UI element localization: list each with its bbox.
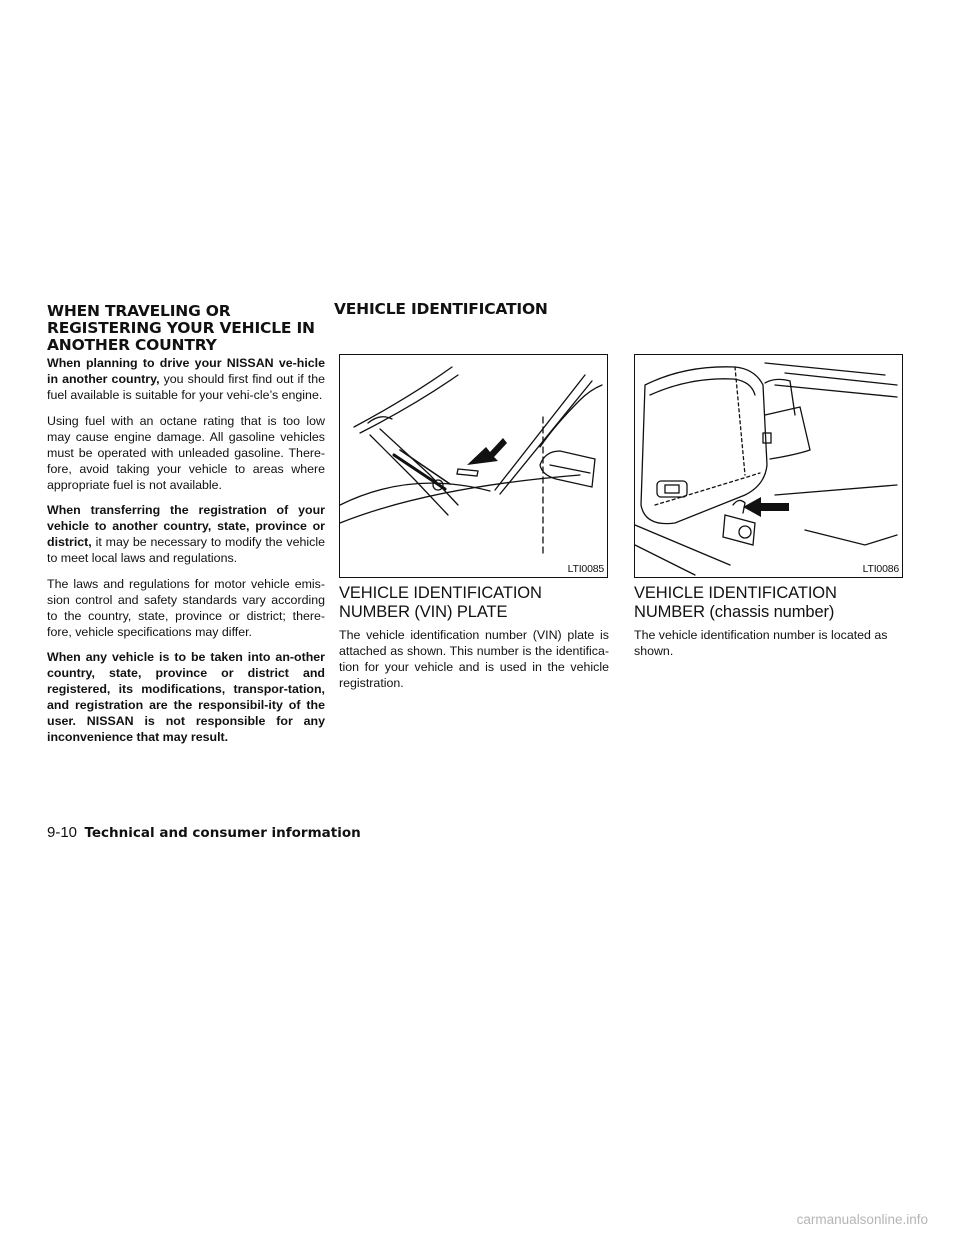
paragraph-responsibility: When any vehicle is to be taken into an-other country, state, province or district and registered, its modifications, transpor-tation, and registration are the responsibil-ity of the user. NISSAN is not responsible for any inconvenience that may result. [47,650,325,744]
chassis-number-heading: VEHICLE IDENTIFICATION NUMBER (chassis number) [634,584,837,621]
figure-code: LTI0086 [862,563,899,575]
paragraph-registration-lead: When transferring the registration of your vehicle to another country, state, province or district, [47,503,325,549]
paragraph-registration-rest: it may be necessary to modify the vehicle to meet local laws and regulations. [47,535,325,565]
paragraph-fuel-rest: you should first find out if the fuel available is suitable for your vehi-cle’s engine. [47,372,326,402]
arrow-icon [743,497,789,517]
paragraph-fuel [47,355,325,403]
left-column-body [47,355,325,755]
vin-plate-heading: VEHICLE IDENTIFICATION NUMBER (VIN) PLATE [339,584,542,621]
chassis-number-body [634,627,904,669]
vin-plate-body [339,627,609,701]
arrow-icon [467,438,507,465]
figure-code: LTI0085 [567,563,604,575]
chassis-number-text: The vehicle identification number is located as shown. [634,628,888,658]
figure-vin-plate [339,354,608,578]
page-number: 9-10 [47,824,78,841]
seat-floor-illustration [635,355,902,577]
vehicle-identification-heading: VEHICLE IDENTIFICATION [334,300,548,318]
watermark: carmanualsonline.info [796,1212,928,1227]
page-footer [47,824,361,842]
windshield-illustration [340,355,607,577]
paragraph-laws: The laws and regulations for motor vehicle emis-sion control and safety standards vary according to the country, state, province or district; there-fore, vehicle specifications may differ. [47,576,325,639]
left-section-heading: WHEN TRAVELING OR REGISTERING YOUR VEHICLE IN ANOTHER COUNTRY [47,302,315,354]
paragraph-octane: Using fuel with an octane rating that is too low may cause engine damage. All gasoline vehicles must be operated with unleaded gasoline. There-fore, avoid taking your vehicle to areas where appropriate fuel is not available. [47,413,325,492]
paragraph-fuel-lead: When planning to drive your NISSAN ve-hicle in another country, [47,356,325,386]
vin-plate-text: The vehicle identification number (VIN) plate is attached as shown. This number is the identifica-tion for your vehicle and is used in the vehicle registration. [339,628,609,690]
paragraph-registration [47,502,325,566]
chapter-title: Technical and consumer information [84,825,361,841]
figure-chassis-number [634,354,903,578]
